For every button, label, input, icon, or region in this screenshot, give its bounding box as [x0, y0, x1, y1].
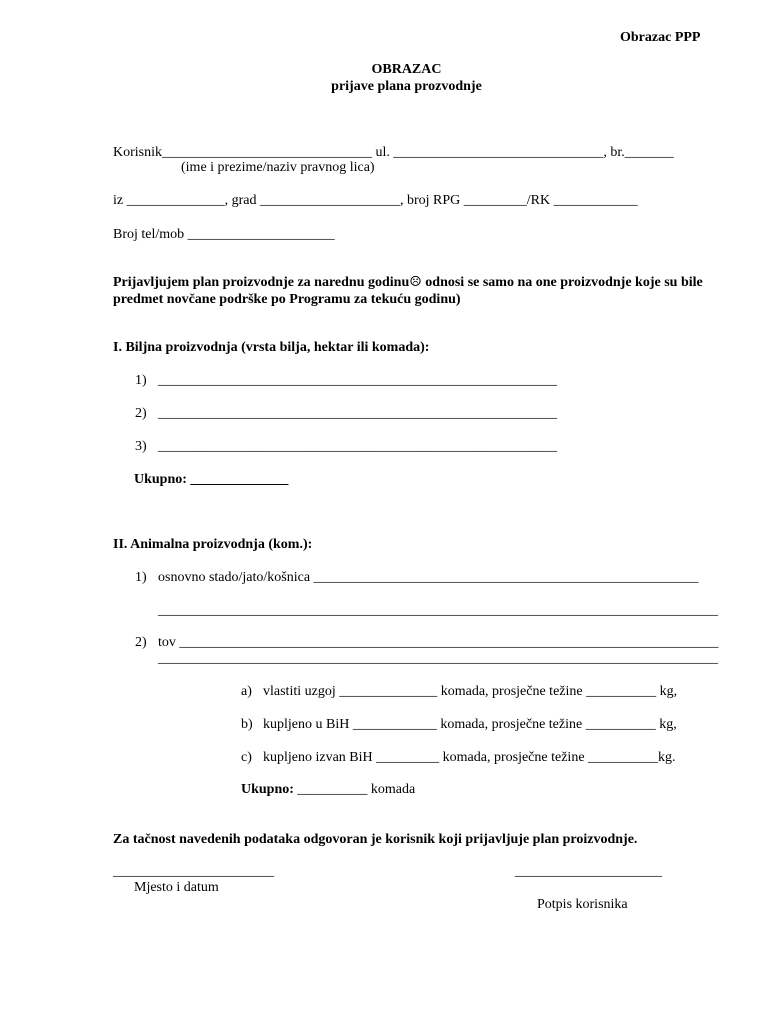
intro-text-line-1: Prijavljujem plan proizvodnje za narednu godinu☹ odnosi se samo na one proizvodnje koje su bile: [113, 275, 703, 290]
plant-total-label: Ukupno:: [134, 472, 187, 487]
phone-line: Broj tel/mob _____________________: [113, 227, 335, 242]
applicant-name-hint: (ime i prezime/naziv pravnog lica): [181, 160, 375, 175]
address-line: iz ______________, grad ____________________, broj RPG _________/RK ____________: [113, 193, 638, 208]
animal-total: [241, 782, 415, 798]
sub-item-letter: b): [241, 717, 253, 732]
sub-item-letter: a): [241, 684, 252, 699]
animal-item-1-line: osnovno stado/jato/košnica _______________________________________________________: [158, 570, 699, 585]
applicant-line: Korisnik______________________________ ul. ______________________________, br._______: [113, 145, 674, 160]
sub-item-text: vlastiti uzgoj ______________ komada, prosječne težine __________ kg,: [263, 684, 678, 699]
animal-item-1-continuation: ________________________________________________________________________________: [158, 603, 718, 618]
animal-item-2-number: 2): [135, 635, 147, 650]
plant-item-number: 3): [135, 439, 147, 454]
animal-item-2-continuation: ________________________________________________________________________________: [158, 651, 718, 666]
animal-production-heading: II. Animalna proizvodnja (kom.):: [113, 537, 313, 552]
plant-item-number: 2): [135, 406, 147, 421]
animal-total-rest: __________ komada: [293, 782, 416, 797]
sub-item-letter: c): [241, 750, 252, 765]
form-subtitle: prijave plana prozvodnje: [331, 79, 482, 94]
plant-item-number: 1): [135, 373, 147, 388]
plant-total-line: ______________: [186, 472, 289, 487]
form-code: Obrazac PPP: [620, 30, 701, 45]
plant-item-line: _________________________________________________________: [158, 406, 557, 421]
place-date-label: Mjesto i datum: [134, 880, 219, 895]
plant-item-line: _________________________________________________________: [158, 439, 557, 454]
plant-total: [134, 472, 288, 488]
animal-item-1-number: 1): [135, 570, 147, 585]
intro-text-line-2: predmet novčane podrške po Programu za tekuću godinu): [113, 292, 461, 307]
signature-line: _____________________: [515, 864, 662, 879]
animal-item-2-line: tov _____________________________________________________________________________: [158, 635, 719, 650]
animal-total-label: Ukupno:: [241, 782, 294, 797]
plant-production-heading: I. Biljna proizvodnja (vrsta bilja, hektar ili komada):: [113, 340, 430, 355]
form-title: OBRAZAC: [371, 62, 442, 77]
sub-item-text: kupljeno izvan BiH _________ komada, prosječne težine __________kg.: [263, 750, 676, 765]
responsibility-statement: Za tačnost navedenih podataka odgovoran je korisnik koji prijavljuje plan proizvodnje.: [113, 832, 638, 847]
plant-item-line: _________________________________________________________: [158, 373, 557, 388]
place-date-line: _______________________: [113, 864, 274, 879]
sub-item-text: kupljeno u BiH ____________ komada, prosječne težine __________ kg,: [263, 717, 677, 732]
signature-label: Potpis korisnika: [537, 897, 628, 912]
